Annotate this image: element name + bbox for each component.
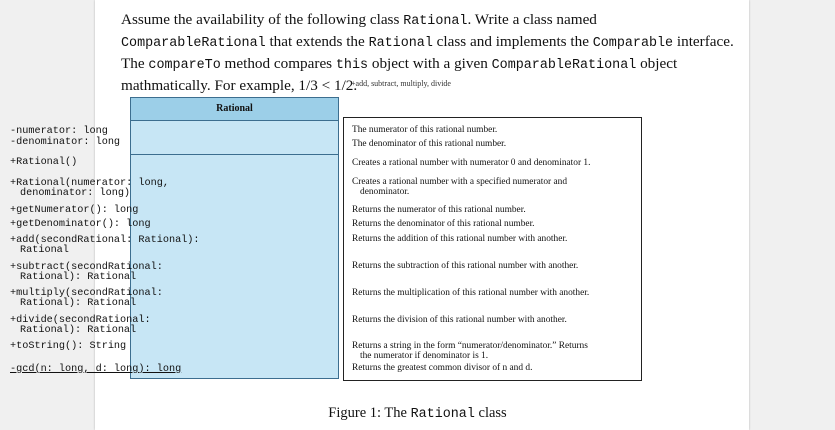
desc-divide: Returns the division of this rational number with another. [352, 315, 567, 325]
uml-method-constructor: +Rational() [10, 157, 78, 168]
desc-constructor-args: Creates a rational number with a specified numerator and [352, 177, 568, 187]
desc-tostring-cont: the numerator if denominator is 1. [360, 351, 489, 361]
uml-method-getnumerator: +getNumerator(): long [10, 205, 139, 216]
intro-code-6: this [335, 58, 369, 73]
intro-code-5: compareTo [148, 58, 221, 73]
uml-field-denominator: -denominator: long [10, 137, 121, 148]
desc-subtract: Returns the subtraction of this rational number with another. [352, 261, 579, 271]
intro-code-7: ComparableRational [491, 58, 637, 73]
desc-multiply: Returns the multiplication of this rational number with another. [352, 288, 590, 298]
uml-method-constructor-args: +Rational(numerator: long, [10, 178, 169, 189]
intro-code-4: Comparable [592, 36, 674, 51]
intro-text-5: interface. The [121, 33, 734, 72]
intro-code-1: Rational [403, 14, 468, 29]
intro-text-3: that extends the [265, 33, 369, 50]
desc-constructor: Creates a rational number with numerator 0 and denominator 1. [352, 158, 591, 168]
desc-constructor-args-cont: denominator. [360, 187, 410, 197]
figure-caption [0, 403, 835, 425]
desc-numerator: The numerator of this rational number. [352, 125, 498, 135]
clipped-figure-text: +add, subtract, multiply, divide [351, 79, 451, 88]
caption-suffix: class [474, 405, 507, 421]
caption-code: Rational [410, 407, 475, 422]
uml-method-subtract-cont: Rational): Rational [20, 272, 137, 283]
uml-field-numerator: -numerator: long [10, 126, 108, 137]
intro-code-2: ComparableRational [121, 36, 266, 51]
intro-code-3: Rational [368, 36, 433, 51]
desc-getdenominator: Returns the denominator of this rational number. [352, 219, 535, 229]
uml-method-gcd: -gcd(n: long, d: long): long [10, 364, 182, 375]
uml-method-multiply-cont: Rational): Rational [20, 298, 137, 309]
uml-method-multiply: +multiply(secondRational: [10, 288, 163, 299]
uml-fields-section [131, 121, 338, 155]
uml-method-divide-cont: Rational): Rational [20, 325, 137, 336]
uml-method-divide: +divide(secondRational: [10, 315, 151, 326]
intro-text-8: object mathmatically. For example, 1/3 < 1/2. [121, 55, 678, 94]
uml-method-subtract: +subtract(secondRational: [10, 262, 163, 273]
intro-text-1: Assume the availability of the following class [121, 11, 404, 28]
uml-method-add: +add(secondRational: Rational): [10, 235, 200, 246]
desc-denominator: The denominator of this rational number. [352, 139, 507, 149]
uml-class-name: Rational [131, 98, 338, 121]
desc-add: Returns the addition of this rational number with another. [352, 234, 568, 244]
uml-method-getdenominator: +getDenominator(): long [10, 219, 151, 230]
desc-tostring: Returns a string in the form “numerator/denominator.” Returns [352, 341, 588, 351]
desc-getnumerator: Returns the numerator of this rational number. [352, 205, 526, 215]
uml-method-add-cont: Rational [20, 245, 69, 256]
desc-gcd: Returns the greatest common divisor of n and d. [352, 363, 533, 373]
caption-prefix: Figure 1: The [328, 405, 411, 421]
intro-text-2: . Write a class named [467, 11, 597, 28]
uml-method-tostring: +toString(): String [10, 341, 127, 352]
intro-text-6: method compares [220, 55, 336, 72]
uml-method-constructor-args-cont: denominator: long) [20, 188, 131, 199]
intro-text-4: class and implements the [432, 33, 593, 50]
intro-text-7: object with a given [368, 55, 492, 72]
